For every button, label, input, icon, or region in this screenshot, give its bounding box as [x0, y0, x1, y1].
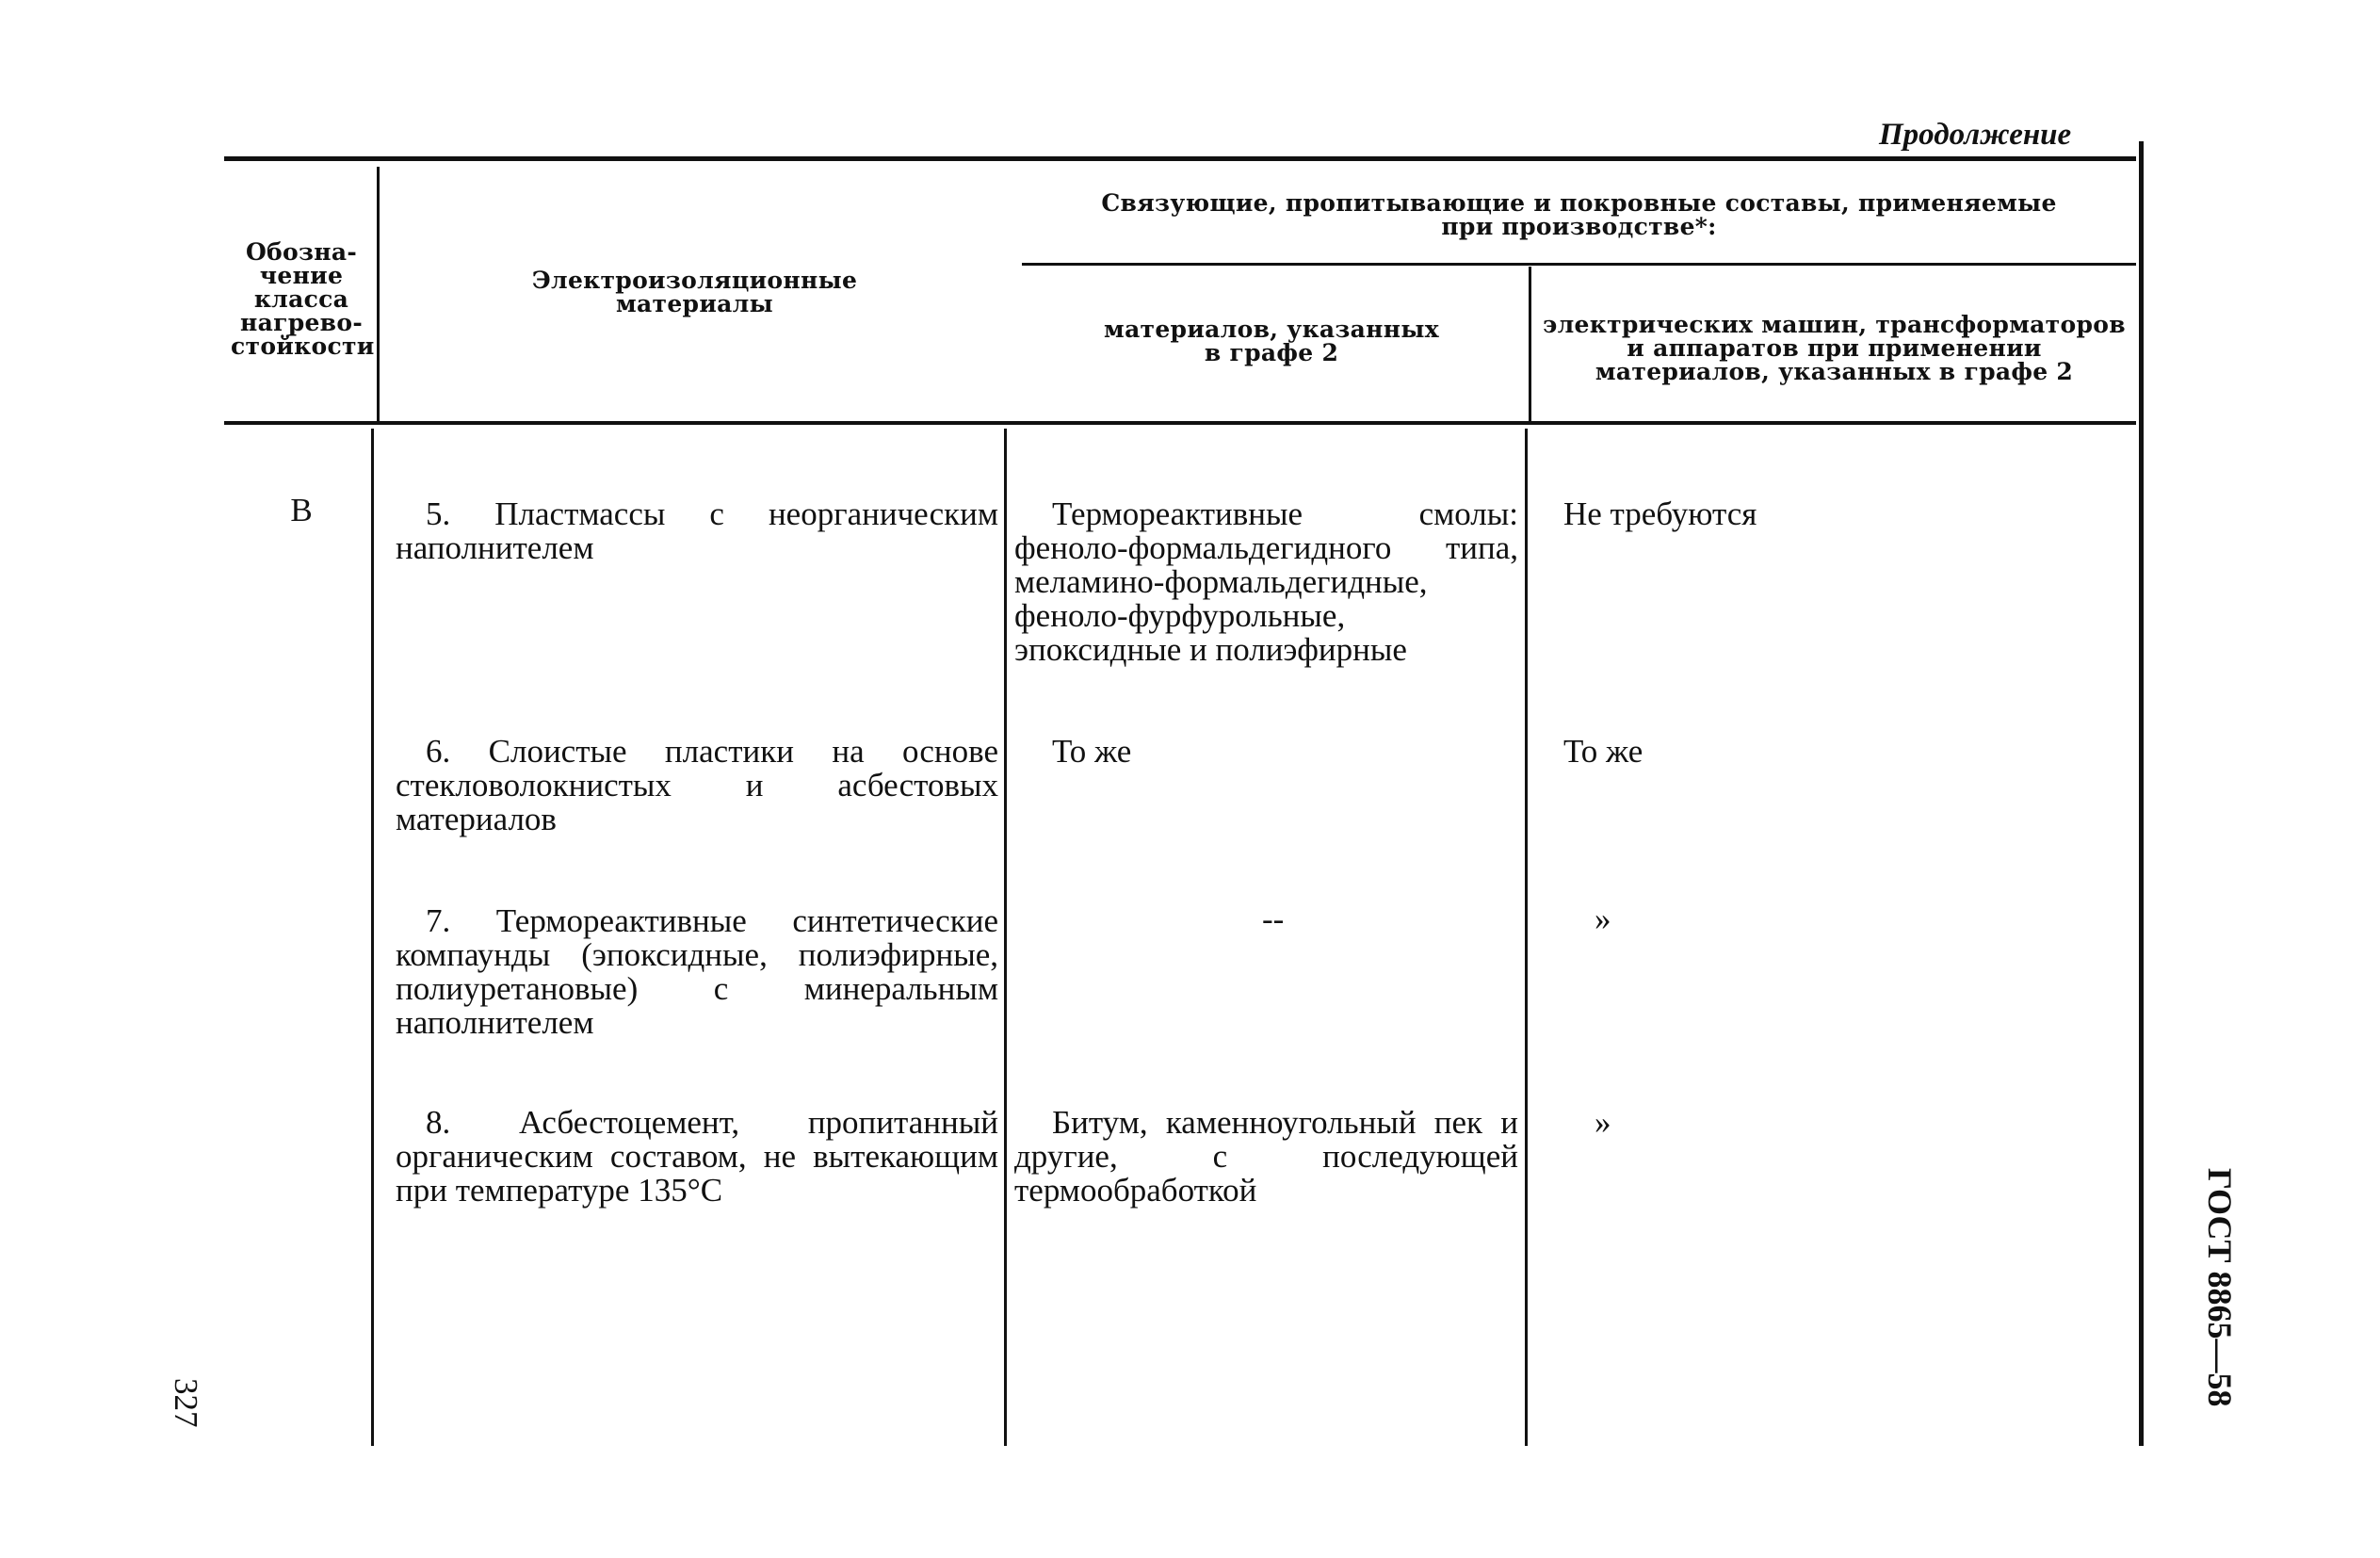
body-divider-2: [1004, 429, 1007, 1446]
header-divider-2: [1529, 267, 1531, 423]
row-6-machines: То же: [1563, 733, 1643, 770]
row-6-material: 6. Слоистые пластики на основе стекловолокнистых и асбестовых материалов: [396, 733, 998, 837]
page-right-border: [2139, 141, 2144, 1446]
header-class: Обозна- чение класса нагрево- стойкости: [231, 238, 375, 360]
standard-label: ГОСТ 8865—58: [2201, 1168, 2239, 1407]
row-8-machines: »: [1595, 1104, 1611, 1141]
class-value: В: [290, 492, 313, 528]
header-sub-machines: электрических машин, трансформаторов и аппаратов при применении материалов, указанных в графе 2: [1543, 311, 2126, 385]
header-compositions: Связующие, пропитывающие и покровные составы, применяемые при производстве*:: [1101, 189, 2057, 240]
body-divider-3: [1525, 429, 1528, 1446]
row-5-binders: Термореактивные смолы: феноло-формальдегидного типа, меламино-формальдегидные, феноло-фурфурольные, эпоксидные и полиэфирные: [1014, 495, 1518, 668]
table-top-rule: [224, 156, 2136, 161]
row-6-binders: То же: [1052, 733, 1132, 770]
row-7-material: 7. Термореактивные синтетические компаунды (эпоксидные, полиэфирные, полиуретановые) с минеральным наполнителем: [396, 902, 998, 1041]
page-number: 327: [168, 1378, 204, 1428]
header-materials: Электроизоляционные материалы: [531, 267, 858, 317]
header-bottom-rule: [224, 421, 2136, 425]
header-sub-rule: [1022, 263, 2136, 266]
continuation-label: Продолжение: [1879, 118, 2072, 152]
row-7-machines: »: [1595, 901, 1611, 937]
row-8-binders: Битум, каменноугольный пек и другие, с последующей термообработкой: [1014, 1104, 1518, 1209]
row-5-material: 5. Пластмассы с неорганическим наполнителем: [396, 495, 998, 566]
body-divider-1: [371, 429, 374, 1446]
row-7-binders: --: [1262, 901, 1285, 937]
header-sub-materials: материалов, указанных в графе 2: [1104, 316, 1439, 366]
row-5-machines: Не требуются: [1563, 495, 1757, 532]
row-8-material: 8. Асбестоцемент, пропитанный органическим составом, не вытекающим при температуре 135°С: [396, 1104, 998, 1209]
header-divider-1: [377, 167, 380, 423]
